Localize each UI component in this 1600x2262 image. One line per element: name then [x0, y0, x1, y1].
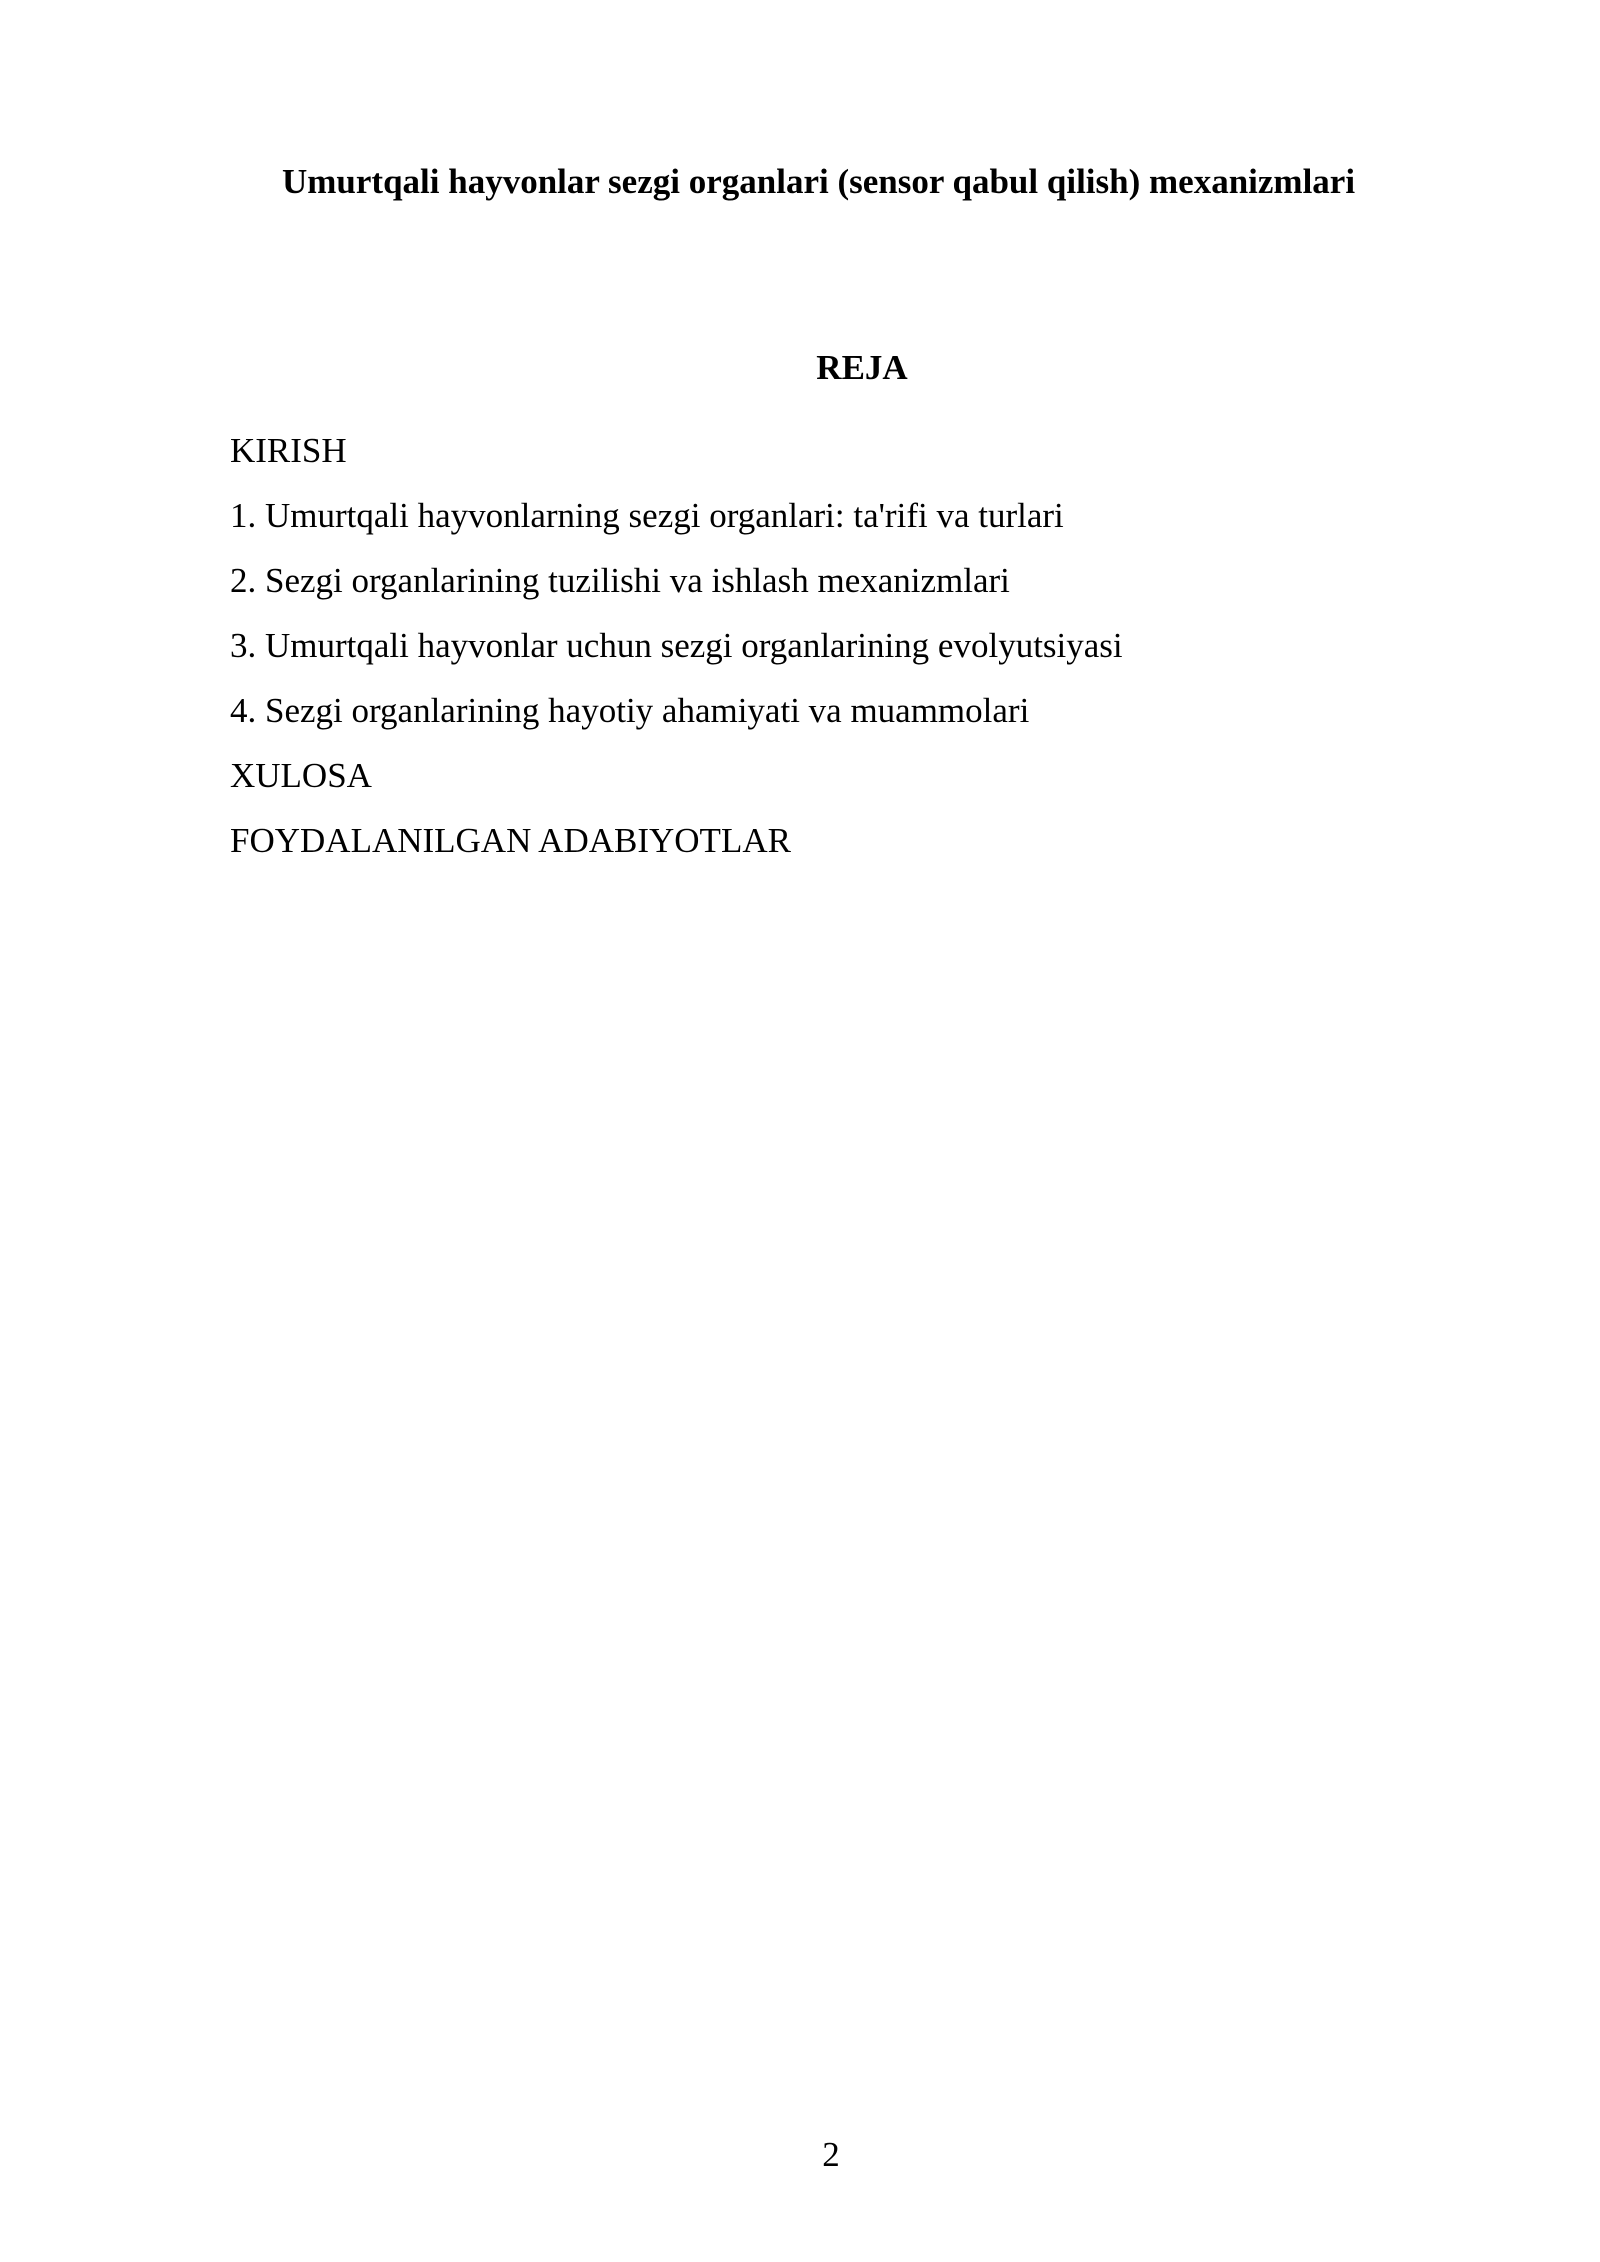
plan-list: [230, 418, 1494, 873]
plan-item-3: 3. Umurtqali hayvonlar uchun sezgi organlarining evolyutsiyasi: [230, 626, 1123, 665]
plan-item-1: 1. Umurtqali hayvonlarning sezgi organlari: ta'rifi va turlari: [230, 496, 1064, 535]
plan-heading: REJA: [816, 348, 908, 387]
document-title: Umurtqali hayvonlar sezgi organlari (sensor qabul qilish) mexanizmlari: [282, 162, 1356, 201]
plan-item-intro: KIRISH: [230, 431, 347, 470]
plan-item-references: FOYDALANILGAN ADABIYOTLAR: [230, 821, 791, 860]
page-number: 2: [822, 2135, 840, 2174]
plan-item-conclusion: XULOSA: [230, 756, 372, 795]
plan-item-2: 2. Sezgi organlarining tuzilishi va ishlash mexanizmlari: [230, 561, 1010, 600]
plan-item-4: 4. Sezgi organlarining hayotiy ahamiyati va muammolari: [230, 691, 1030, 730]
